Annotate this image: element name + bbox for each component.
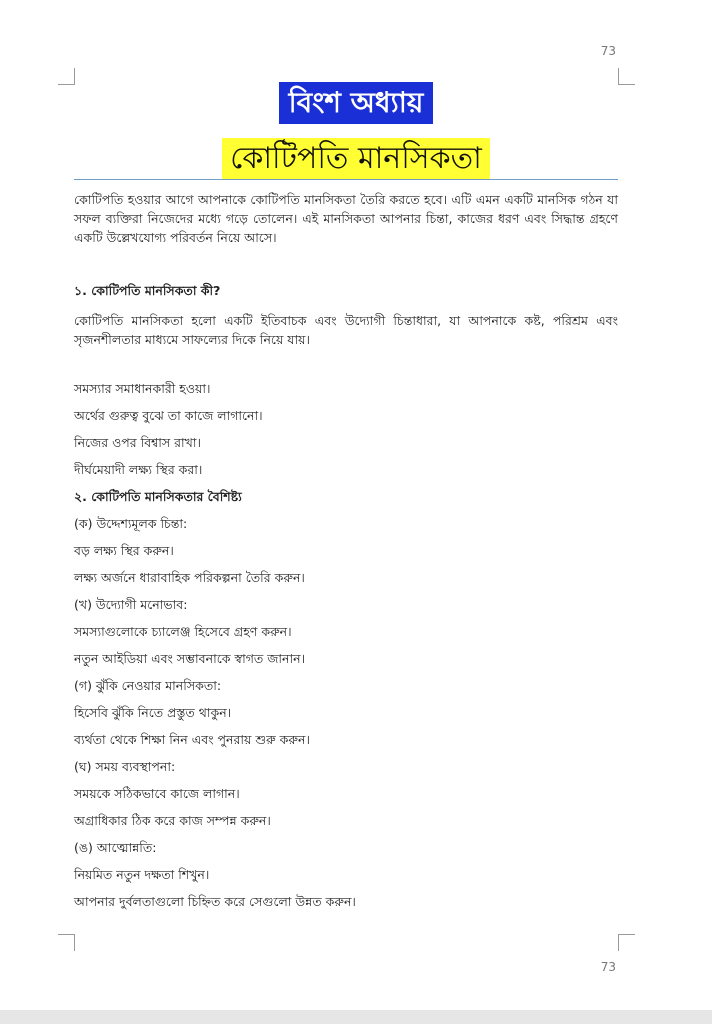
crop-mark-bottom-right xyxy=(618,934,635,951)
list-item: লক্ষ্য অর্জনে ধারাবাহিক পরিকল্পনা তৈরি করুন। xyxy=(74,570,305,585)
list-item: বড় লক্ষ্য স্থির করুন। xyxy=(74,543,174,558)
crop-mark-bottom-left xyxy=(58,934,75,951)
chapter-title-text: বিংশ অধ্যায় xyxy=(279,82,434,124)
subheading: (গ) ঝুঁকি নেওয়ার মানসিকতা: xyxy=(74,678,222,693)
page-number-bottom: 73 xyxy=(600,960,616,974)
title-divider xyxy=(74,179,618,180)
list-item: নিজের ওপর বিশ্বাস রাখা। xyxy=(74,435,201,450)
chapter-subtitle xyxy=(0,138,712,180)
section-1-paragraph: কোটিপতি মানসিকতা হলো একটি ইতিবাচক এবং উদ্যোগী চিন্তাধারা, যা আপনাকে কষ্ট, পরিশ্রম এবং সৃজনশীলতার মাধ্যমে সাফল্যের দিকে নিয়ে যায়। xyxy=(74,313,618,347)
list-item: দীর্ঘমেয়াদী লক্ষ্য স্থির করা। xyxy=(74,462,203,477)
list-item: নতুন আইডিয়া এবং সম্ভাবনাকে স্বাগত জানান। xyxy=(74,651,306,666)
list-item: সময়কে সঠিকভাবে কাজে লাগান। xyxy=(74,786,240,801)
section-2-heading: ২. কোটিপতি মানসিকতার বৈশিষ্ট্য xyxy=(74,489,242,504)
list-item: অগ্রাধিকার ঠিক করে কাজ সম্পন্ন করুন। xyxy=(74,813,271,828)
list-item: সমস্যার সমাধানকারী হওয়া। xyxy=(74,381,211,396)
list-item: নিয়মিত নতুন দক্ষতা শিখুন। xyxy=(74,867,210,882)
list-item: আপনার দুর্বলতাগুলো চিহ্নিত করে সেগুলো উন্নত করুন। xyxy=(74,894,356,909)
chapter-subtitle-text: কোটিপতি মানসিকতা xyxy=(222,138,490,180)
page-number-top: 73 xyxy=(600,44,616,58)
section-1-heading: ১. কোটিপতি মানসিকতা কী? xyxy=(74,283,221,298)
chapter-title xyxy=(0,82,712,124)
list-item: সমস্যাগুলোকে চ্যালেঞ্জ হিসেবে গ্রহণ করুন। xyxy=(74,624,292,639)
body-content xyxy=(74,190,618,919)
viewer-bottom-edge xyxy=(0,1010,712,1024)
subheading: (ঘ) সময় ব্যবস্থাপনা: xyxy=(74,759,176,774)
list-item: অর্থের গুরুত্ব বুঝে তা কাজে লাগানো। xyxy=(74,408,263,423)
subheading: (খ) উদ্যোগী মনোভাব: xyxy=(74,597,188,612)
subheading: (ঙ) আত্মোন্নতি: xyxy=(74,840,157,855)
intro-paragraph: কোটিপতি হওয়ার আগে আপনাকে কোটিপতি মানসিকতা তৈরি করতে হবে। এটি এমন একটি মানসিক গঠন যা সফল ব্যক্তিরা নিজেদের মধ্যে গড়ে তোলেন। এই মানসিকতা আপনার চিন্তা, কাজের ধরণ এবং সিদ্ধান্ত গ্রহণে একটি উল্লেখযোগ্য পরিবর্তন নিয়ে আসে। xyxy=(74,192,618,245)
subheading: (ক) উদ্দেশ্যমূলক চিন্তা: xyxy=(74,516,188,531)
list-item: হিসেবি ঝুঁকি নিতে প্রস্তুত থাকুন। xyxy=(74,705,232,720)
list-item: ব্যর্থতা থেকে শিক্ষা নিন এবং পুনরায় শুরু করুন। xyxy=(74,732,310,747)
